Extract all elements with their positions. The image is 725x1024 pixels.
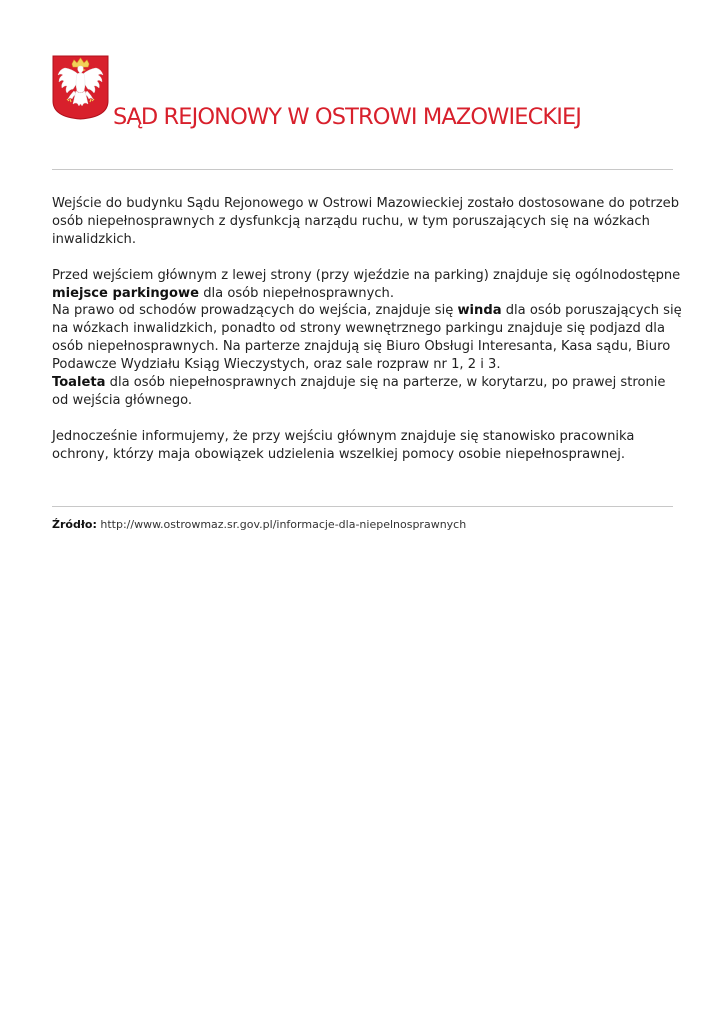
footer-divider <box>52 506 673 507</box>
text-segment: Przed wejściem głównym z lewej strony (przy wjeździe na parking) znajduje się ogólnodostępne <box>52 267 681 283</box>
text-segment: Na prawo od schodów prowadzących do wejścia, znajduje się <box>52 303 458 319</box>
article-body <box>52 195 682 481</box>
text-segment: dla osób niepełnosprawnych. <box>199 285 394 301</box>
paragraph-security: Jednocześnie informujemy, że przy wejściu głównym znajduje się stanowisko pracownika ochrony, którzy maja obowiązek udzielenia wszelkiej pomocy osobie niepełnosprawnej. <box>52 428 635 462</box>
source-label: Źródło: <box>52 518 97 531</box>
text-segment: dla osób poruszających się na wózkach inwalidzkich, ponadto od strony wewnętrznego parkingu znajduje się podjazd dla osób niepełnosprawnych. Na parterze znajdują się Biuro Obsługi Interesanta, Kasa sądu, Biuro Podawcze Wydziału Ksiąg Wieczystych, oraz sale rozpraw nr 1, 2 i 3. <box>52 303 682 373</box>
header-divider <box>52 169 673 170</box>
bold-parking-spot: miejsce parkingowe <box>52 285 200 301</box>
bold-toilet: Toaleta <box>52 375 106 391</box>
polish-eagle-emblem-icon <box>52 55 109 120</box>
paragraph-facilities <box>52 267 682 410</box>
page-title: SĄD REJONOWY W OSTROWI MAZOWIECKIEJ <box>113 104 582 130</box>
source-line <box>52 517 466 532</box>
bold-elevator: winda <box>457 303 502 319</box>
text-segment: dla osób niepełnosprawnych znajduje się na parterze, w korytarzu, po prawej stronie od wejścia głównego. <box>52 375 666 408</box>
source-url[interactable]: http://www.ostrowmaz.sr.gov.pl/informacje-dla-niepelnosprawnych <box>100 518 467 531</box>
paragraph-intro: Wejście do budynku Sądu Rejonowego w Ostrowi Mazowieckiej zostało dostosowane do potrzeb osób niepełnosprawnych z dysfunkcją narządu ruchu, w tym poruszających się na wózkach inwalidzkich. <box>52 196 680 247</box>
